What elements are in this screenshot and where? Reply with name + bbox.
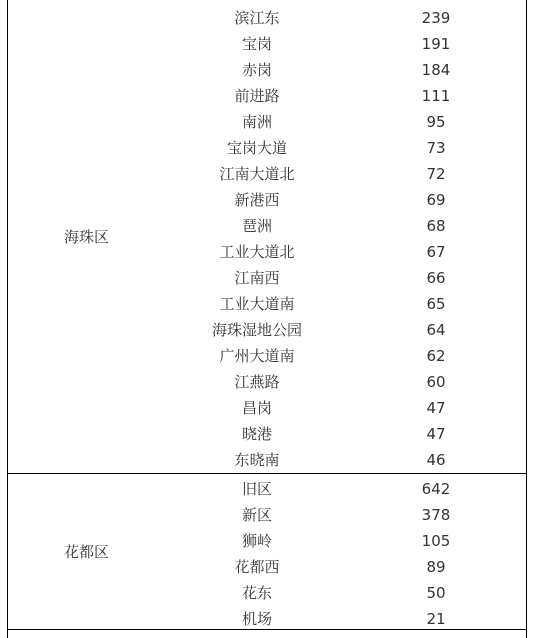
table-row: [8, 395, 526, 421]
area-name: 新港西: [234, 191, 280, 209]
area-count: 69: [426, 191, 446, 209]
table-row: [8, 421, 526, 447]
area-count: 62: [426, 347, 446, 365]
area-name: 花都西: [234, 558, 280, 576]
district-name-cell: 花都区: [64, 543, 110, 561]
area-count: 68: [426, 217, 446, 235]
area-count: 105: [421, 532, 451, 550]
area-name: 昌岗: [241, 399, 272, 417]
table-row: [8, 369, 526, 395]
area-count: 72: [426, 165, 446, 183]
area-count: 95: [426, 113, 446, 131]
area-name: 江南大道北: [219, 165, 295, 183]
area-count: 46: [426, 451, 446, 469]
table-row: [8, 580, 526, 606]
area-name: 广州大道南: [219, 347, 295, 365]
area-count: 378: [421, 506, 451, 524]
data-table: [7, 0, 527, 638]
area-name: 工业大道北: [219, 243, 295, 261]
area-count: 65: [426, 295, 446, 313]
table-row: [8, 109, 526, 135]
area-count: 73: [426, 139, 446, 157]
area-count: 89: [426, 558, 446, 576]
table-row: [8, 213, 526, 239]
table-row: [8, 502, 526, 528]
area-count: 50: [426, 584, 446, 602]
table-row: [8, 343, 526, 369]
area-count: 66: [426, 269, 446, 287]
area-count: 47: [426, 425, 446, 443]
district-group-huadu: [8, 474, 526, 630]
area-name: 东晓南: [234, 451, 280, 469]
area-name: 琶洲: [241, 217, 272, 235]
table-row: [8, 476, 526, 502]
table-row: [8, 606, 526, 632]
area-count: 642: [421, 480, 451, 498]
area-name: 海珠湿地公园: [211, 321, 302, 339]
area-name: 晓港: [241, 425, 272, 443]
area-name: 江燕路: [234, 373, 280, 391]
area-name: 旧区: [241, 480, 272, 498]
area-rows: [8, 476, 526, 632]
table-row: [8, 528, 526, 554]
area-name: 滨江东: [234, 9, 280, 27]
area-name: 狮岭: [241, 532, 272, 550]
area-name: 工业大道南: [219, 295, 295, 313]
area-name: 赤岗: [241, 61, 272, 79]
table-row: [8, 83, 526, 109]
area-name: 机场: [241, 610, 272, 628]
area-name: 南洲: [241, 113, 272, 131]
area-count: 184: [421, 61, 451, 79]
table-row: [8, 265, 526, 291]
table-row: [8, 239, 526, 265]
table-row: [8, 317, 526, 343]
area-count: 64: [426, 321, 446, 339]
area-count: 67: [426, 243, 446, 261]
area-count: 111: [421, 87, 451, 105]
area-name: 宝岗大道: [226, 139, 287, 157]
area-name: 花东: [241, 584, 272, 602]
area-name: 江南西: [234, 269, 280, 287]
area-name: 宝岗: [241, 35, 272, 53]
area-name: 新区: [241, 506, 272, 524]
table-row: [8, 554, 526, 580]
table-row: [8, 5, 526, 31]
table-row: [8, 31, 526, 57]
area-count: 21: [426, 610, 446, 628]
table-row: [8, 291, 526, 317]
area-count: 60: [426, 373, 446, 391]
table-row: [8, 161, 526, 187]
area-rows: [8, 5, 526, 473]
district-group-haizhu: [8, 0, 526, 474]
district-name-cell: 海珠区: [64, 228, 110, 246]
area-count: 239: [421, 9, 451, 27]
table-row: [8, 187, 526, 213]
area-count: 47: [426, 399, 446, 417]
table-row: [8, 57, 526, 83]
table-row: [8, 135, 526, 161]
area-count: 191: [421, 35, 451, 53]
table-row: [8, 447, 526, 473]
area-name: 前进路: [234, 87, 280, 105]
